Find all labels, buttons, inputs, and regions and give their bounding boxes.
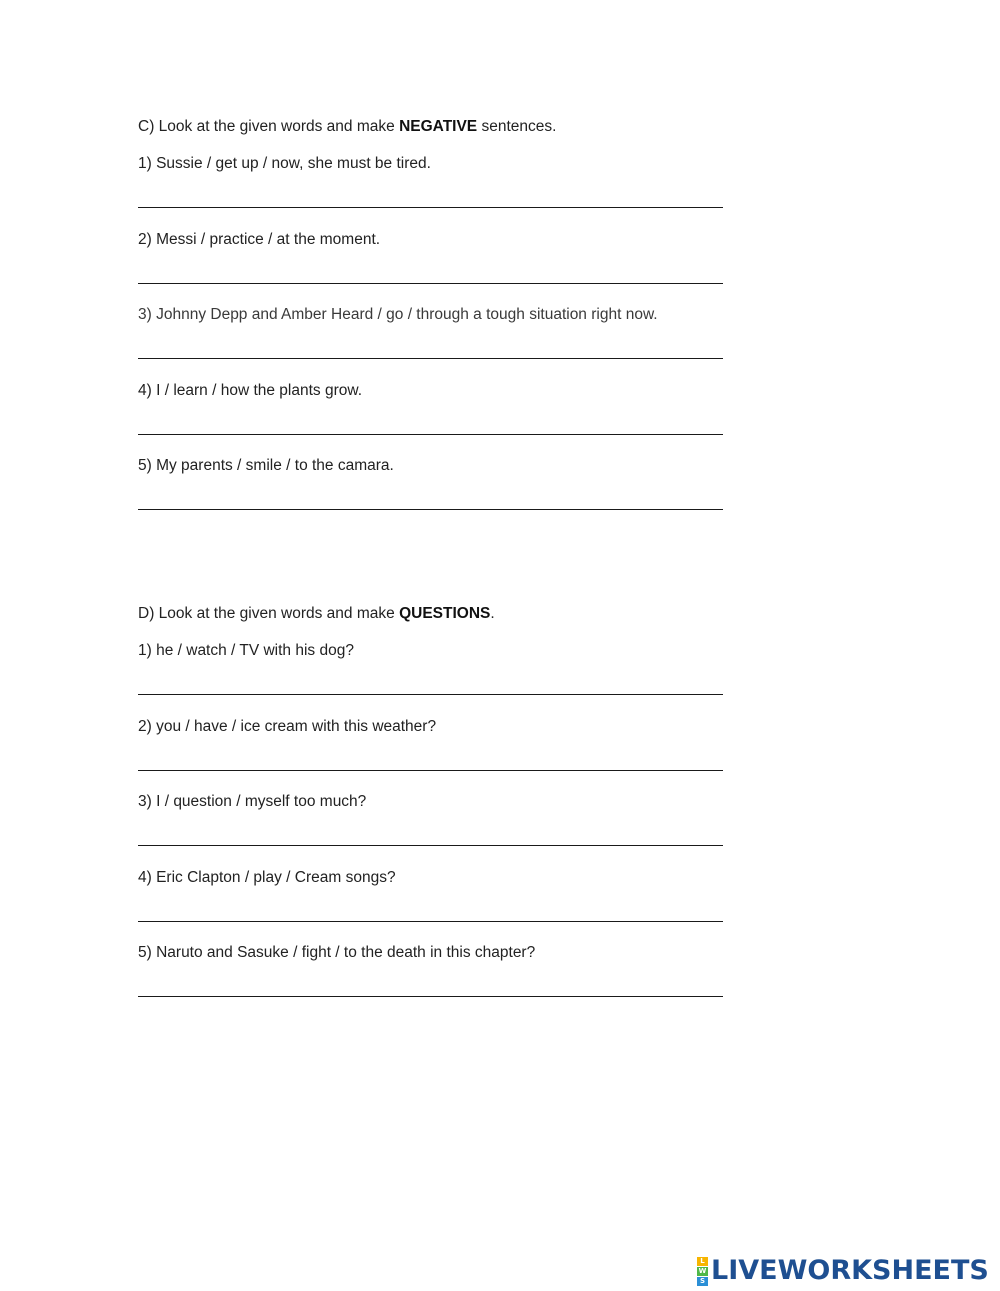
section-d-answer-line-5[interactable] [138, 996, 723, 997]
section-d-heading-prefix: D) Look at the given words and make [138, 605, 400, 622]
liveworksheets-logo-icon [697, 1257, 708, 1286]
logo-square-s: S [697, 1277, 708, 1286]
section-d-answer-line-4[interactable] [138, 921, 723, 922]
logo-text: LIVEWORKSHEETS [711, 1255, 989, 1286]
section-d-item-1: 1) he / watch / TV with his dog? [138, 642, 354, 659]
section-d-heading-suffix: . [490, 605, 495, 622]
section-d-answer-line-1[interactable] [138, 694, 723, 695]
section-c-heading-prefix: C) Look at the given words and make [138, 118, 400, 135]
logo-square-l: L [697, 1257, 708, 1266]
section-d-answer-line-2[interactable] [138, 770, 723, 771]
section-d-heading [138, 604, 495, 624]
section-d-item-5: 5) Naruto and Sasuke / fight / to the death in this chapter? [138, 944, 536, 961]
section-d-item-4: 4) Eric Clapton / play / Cream songs? [138, 869, 396, 886]
section-c-answer-line-5[interactable] [138, 509, 723, 510]
section-d-item-3: 3) I / question / myself too much? [138, 793, 367, 810]
section-c-heading-suffix: sentences. [477, 118, 557, 135]
section-c-answer-line-3[interactable] [138, 358, 723, 359]
section-c-item-4: 4) I / learn / how the plants grow. [138, 382, 363, 399]
section-c-item-3: 3) Johnny Depp and Amber Heard / go / through a tough situation right now. [138, 306, 658, 323]
section-c-item-2: 2) Messi / practice / at the moment. [138, 231, 381, 248]
section-c-answer-line-1[interactable] [138, 207, 723, 208]
liveworksheets-logo [697, 1256, 989, 1286]
section-c-heading [138, 117, 556, 137]
section-c-item-1: 1) Sussie / get up / now, she must be tired. [138, 155, 431, 172]
section-c-answer-line-4[interactable] [138, 434, 723, 435]
logo-square-w: W [698, 1266, 707, 1275]
section-d-item-2: 2) you / have / ice cream with this weather? [138, 718, 437, 735]
section-d-answer-line-3[interactable] [138, 845, 723, 846]
section-c-heading-bold: NEGATIVE [399, 118, 478, 135]
section-d-heading-bold: QUESTIONS [399, 605, 491, 622]
section-c-answer-line-2[interactable] [138, 283, 723, 284]
section-c-item-5: 5) My parents / smile / to the camara. [138, 457, 394, 474]
